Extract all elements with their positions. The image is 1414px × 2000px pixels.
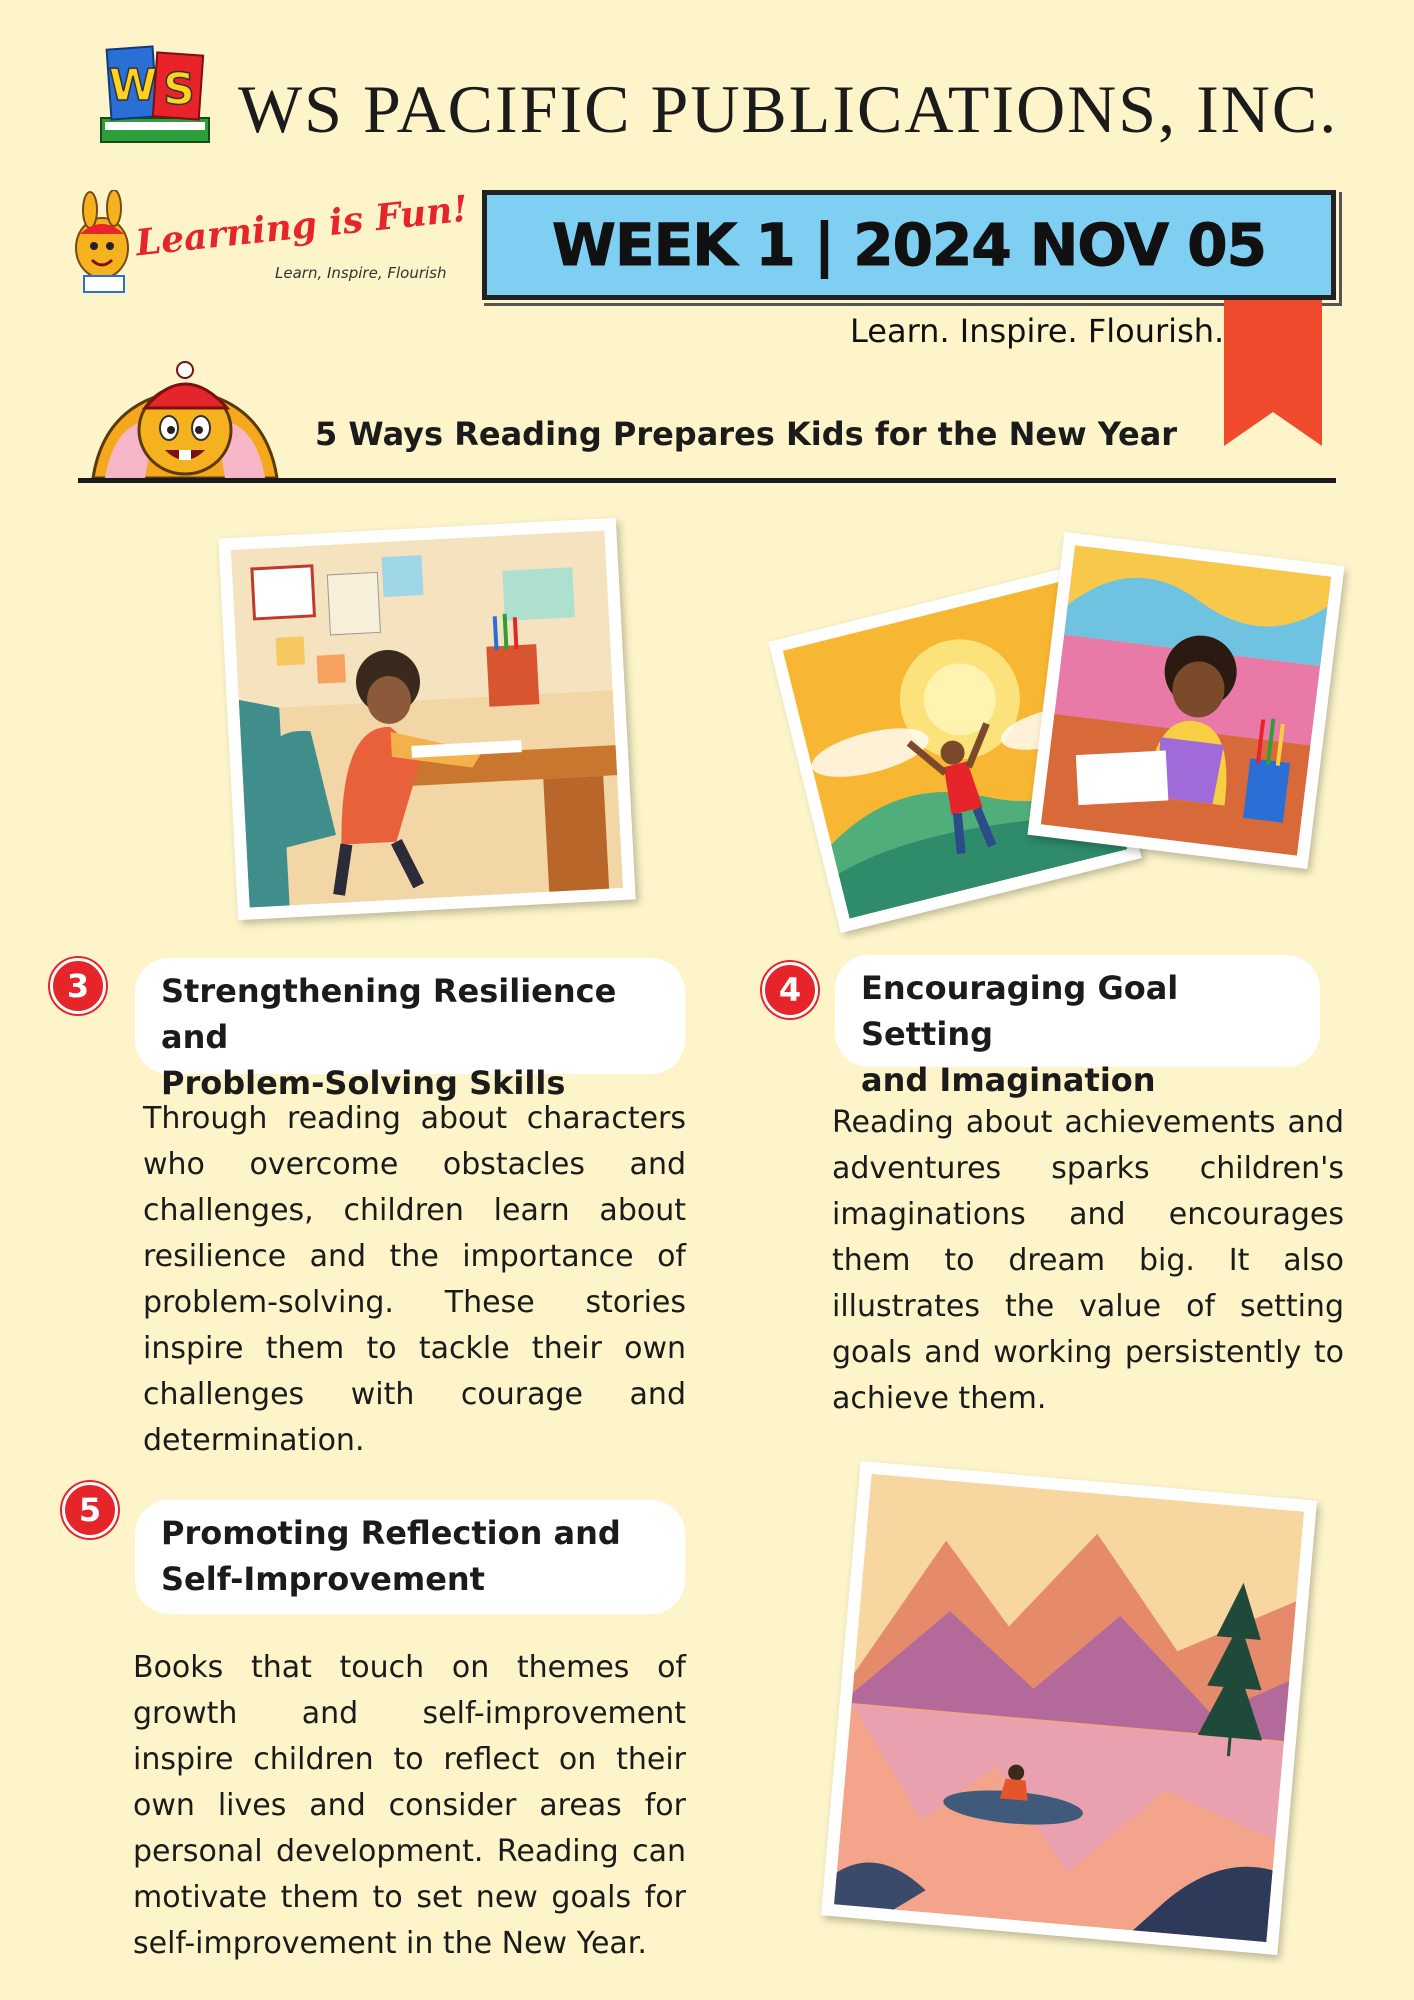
section-4-title-line1: Encouraging Goal Setting	[861, 969, 1179, 1053]
page-subtitle: 5 Ways Reading Prepares Kids for the New Year	[315, 415, 1178, 453]
week-label: WEEK 1 | 2024 NOV 05	[552, 211, 1266, 279]
section-5-title-line2: Self-Improvement	[161, 1560, 485, 1598]
section-4-title	[835, 955, 1320, 1099]
section-3-body: Through reading about characters who overcome obstacles and challenges, children learn about resilience and the importance of problem-solving. These stories inspire them to tackle their own challenges with courage and determination.	[143, 1101, 686, 1458]
section-3-title-line2: Problem-Solving Skills	[161, 1064, 566, 1102]
svg-text:S: S	[163, 64, 195, 115]
photo-lake-reflection	[821, 1461, 1317, 1955]
photo-girl-painting	[1027, 532, 1344, 869]
header-divider	[78, 478, 1336, 483]
ribbon-bookmark	[1224, 300, 1322, 446]
section-5-body: Books that touch on themes of growth and self-improvement inspire children to reflect on their own lives and consider areas for personal development. Reading can motivate them to set new goals for self-improvement in the New Year.	[133, 1650, 686, 1961]
section-5-title-line1: Promoting Reflection and	[161, 1514, 621, 1552]
section-3-title	[135, 958, 685, 1102]
week-banner	[482, 190, 1336, 300]
section-3-badge: 3	[50, 958, 106, 1014]
ws-logo	[95, 40, 215, 150]
section-4-badge: 4	[762, 962, 818, 1018]
section-3-title-line1: Strengthening Resilience and	[161, 972, 617, 1056]
svg-text:W: W	[108, 60, 158, 111]
section-5-badge: 5	[62, 1482, 118, 1538]
photo-child-drawing	[218, 518, 635, 920]
section-4-body: Reading about achievements and adventures sparks children's imaginations and encourages them to dream big. It also illustrates the value of setting goals and working persistently to achieve them.	[832, 1105, 1344, 1416]
section-5-title	[135, 1500, 685, 1614]
publisher-name: WS PACIFIC PUBLICATIONS, INC.	[238, 71, 1339, 147]
section-4-title-line2: and Imagination	[861, 1061, 1156, 1099]
learning-is-fun-title: Learning is Fun!	[133, 187, 471, 265]
mascot-rabbit	[85, 360, 285, 478]
tagline: Learn. Inspire. Flourish.	[850, 312, 1225, 350]
learning-is-fun-tagline: Learn, Inspire, Flourish	[275, 264, 447, 282]
